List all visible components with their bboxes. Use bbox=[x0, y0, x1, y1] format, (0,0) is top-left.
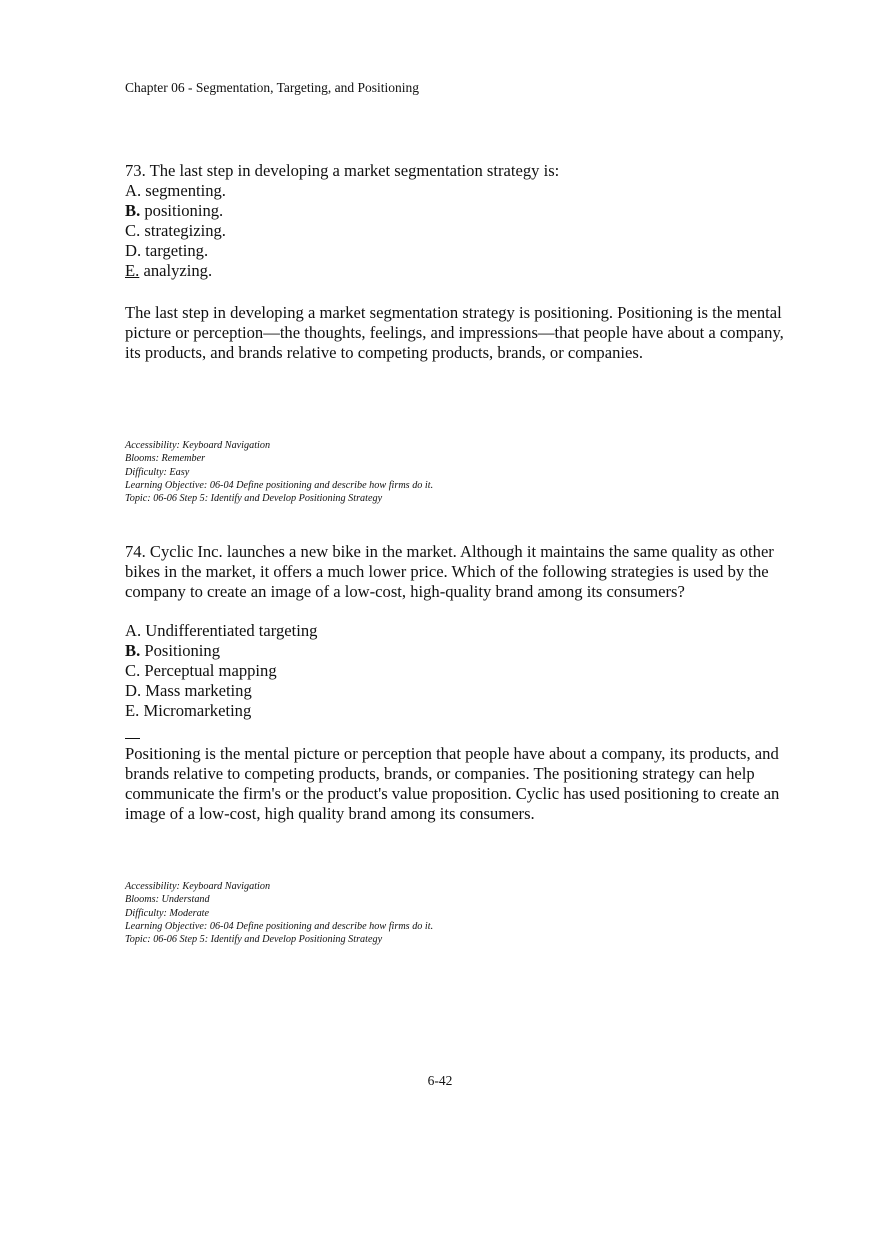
meta-learning-objective: Learning Objective: 06-04 Define positioning and describe how firms do it. bbox=[125, 920, 434, 932]
question-74-option-e bbox=[125, 701, 785, 721]
question-73-text: 73. The last step in developing a market segmentation strategy is: bbox=[125, 161, 560, 180]
meta-topic: Topic: 06-06 Step 5: Identify and Develop Positioning Strategy bbox=[125, 493, 383, 505]
option-text: targeting. bbox=[145, 241, 209, 260]
option-letter: D. bbox=[125, 241, 142, 260]
chapter-header: Chapter 06 - Segmentation, Targeting, and Positioning bbox=[125, 80, 420, 95]
option-text: Positioning bbox=[144, 641, 220, 660]
question-74-option-d bbox=[125, 681, 785, 701]
meta-accessibility: Accessibility: Keyboard Navigation bbox=[125, 881, 271, 892]
option-text: positioning. bbox=[144, 201, 224, 220]
question-73-option-c bbox=[125, 221, 785, 241]
meta-learning-objective: Learning Objective: 06-04 Define positioning and describe how firms do it. bbox=[125, 479, 434, 491]
meta-blooms: Blooms: Understand bbox=[125, 894, 210, 906]
option-text: analyzing. bbox=[143, 261, 213, 280]
question-74-option-a bbox=[125, 621, 785, 641]
option-text: segmenting. bbox=[145, 181, 226, 200]
question-74-option-c bbox=[125, 661, 785, 681]
question-73-metadata bbox=[125, 439, 433, 505]
option-letter: C. bbox=[125, 661, 141, 680]
option-letter: E. bbox=[125, 701, 140, 720]
meta-difficulty: Difficulty: Moderate bbox=[125, 907, 210, 919]
question-74-option-b bbox=[125, 641, 785, 661]
option-text: Micromarketing bbox=[143, 701, 252, 720]
question-74-metadata bbox=[125, 880, 433, 946]
option-text: Undifferentiated targeting bbox=[145, 621, 318, 640]
option-text: Mass marketing bbox=[145, 681, 252, 700]
meta-blooms: Blooms: Remember bbox=[125, 453, 206, 465]
correct-option-letter: B. bbox=[125, 201, 141, 220]
option-letter: C. bbox=[125, 221, 141, 240]
question-73 bbox=[125, 161, 785, 281]
option-text: Perceptual mapping bbox=[144, 661, 277, 680]
question-73-option-b bbox=[125, 201, 785, 221]
question-73-explanation: The last step in developing a market segmentation strategy is positioning. Positioning is the mental picture or perception—the thoughts, feelings, and impressions—that people have about a company, its products, and brands relative to competing products, brands, or companies. bbox=[125, 303, 784, 362]
page-number: 6-42 bbox=[427, 1073, 453, 1088]
option-letter: D. bbox=[125, 681, 142, 700]
answer-blank-mark bbox=[125, 738, 140, 739]
meta-difficulty: Difficulty: Easy bbox=[125, 466, 190, 478]
option-text: strategizing. bbox=[144, 221, 226, 240]
meta-accessibility: Accessibility: Keyboard Navigation bbox=[125, 440, 271, 451]
correct-option-letter: B. bbox=[125, 641, 141, 660]
meta-topic: Topic: 06-06 Step 5: Identify and Develop Positioning Strategy bbox=[125, 934, 383, 946]
question-73-option-e bbox=[125, 261, 785, 281]
question-74-text: 74. Cyclic Inc. launches a new bike in the market. Although it maintains the same quality as other bikes in the market, it offers a much lower price. Which of the following strategies is used by the company to create an image of a low-cost, high-quality brand among its consumers? bbox=[125, 542, 774, 601]
question-73-option-a bbox=[125, 181, 785, 201]
option-letter: A. bbox=[125, 181, 142, 200]
option-letter: E. bbox=[125, 261, 140, 280]
option-letter: A. bbox=[125, 621, 142, 640]
question-74-options bbox=[125, 621, 785, 721]
question-74-explanation: Positioning is the mental picture or perception that people have about a company, its products, and brands relative to competing products, brands, or companies. The positioning strategy can help communicate the firm's or the product's value proposition. Cyclic has used positioning to create an image of a low-cost, high quality brand among its consumers. bbox=[125, 744, 780, 823]
question-73-option-d bbox=[125, 241, 785, 261]
